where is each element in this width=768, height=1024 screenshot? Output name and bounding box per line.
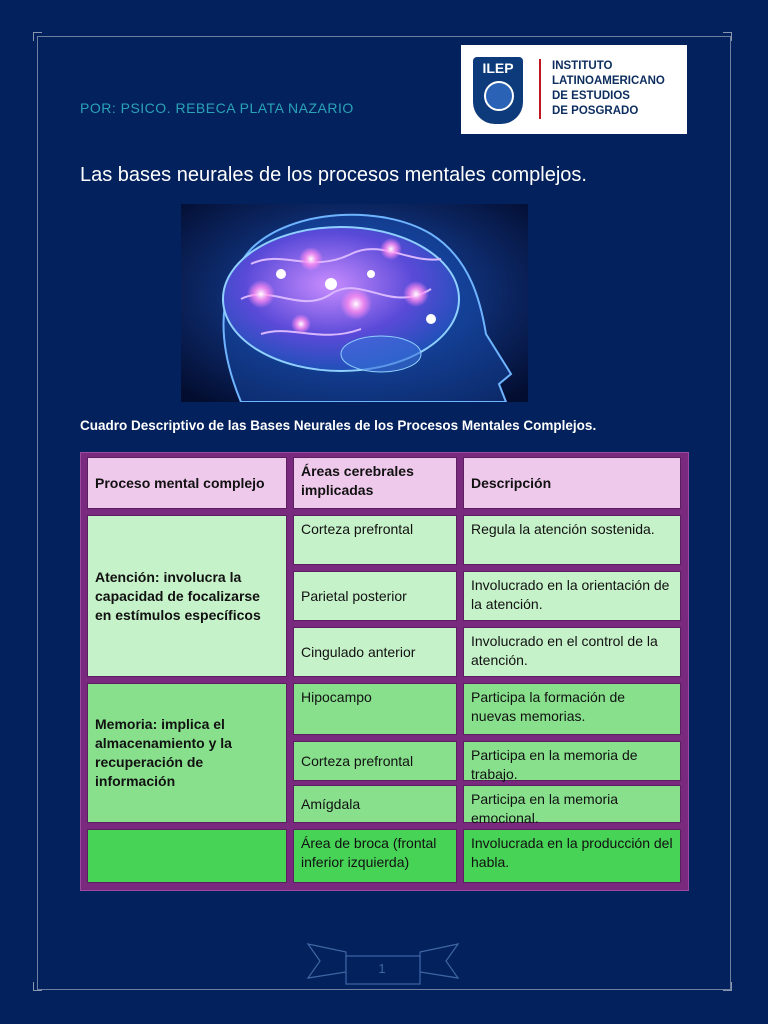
document-title: Las bases neurales de los procesos mentales complejos. bbox=[80, 164, 587, 186]
process-cell: Atención: involucra la capacidad de focalizarse en estímulos específicos bbox=[87, 515, 287, 677]
description-cell: Involucrada en la producción del habla. bbox=[463, 829, 681, 883]
table-header-cell: Proceso mental complejo bbox=[87, 457, 287, 509]
logo-abbrev: ILEP bbox=[482, 60, 514, 76]
logo-divider bbox=[539, 59, 541, 119]
description-cell: Participa la formación de nuevas memorias. bbox=[463, 683, 681, 735]
description-cell: Participa en la memoria emocional. bbox=[463, 785, 681, 823]
frame-corner-ornament bbox=[723, 982, 732, 991]
table-header-cell: Áreas cerebrales implicadas bbox=[293, 457, 457, 509]
logo-line: LATINOAMERICANO bbox=[552, 75, 665, 87]
frame-corner-ornament bbox=[723, 32, 732, 41]
area-cell: Área de broca (frontal inferior izquierda) bbox=[293, 829, 457, 883]
area-cell: Corteza prefrontal bbox=[293, 515, 457, 565]
description-cell: Participa en la memoria de trabajo. bbox=[463, 741, 681, 781]
logo-line: DE ESTUDIOS bbox=[552, 90, 630, 102]
neural-bases-table bbox=[80, 452, 689, 891]
shield-icon bbox=[473, 57, 523, 124]
area-cell: Hipocampo bbox=[293, 683, 457, 735]
description-cell: Regula la atención sostenida. bbox=[463, 515, 681, 565]
area-cell: Cingulado anterior bbox=[293, 627, 457, 677]
page-number: 1 bbox=[378, 961, 386, 976]
description-cell: Involucrado en el control de la atención. bbox=[463, 627, 681, 677]
logo-line: DE POSGRADO bbox=[552, 105, 639, 117]
logo-line: INSTITUTO bbox=[552, 60, 613, 72]
table-caption: Cuadro Descriptivo de las Bases Neurales de los Procesos Mentales Complejos. bbox=[80, 418, 597, 433]
process-cell: Memoria: implica el almacenamiento y la recuperación de información bbox=[87, 683, 287, 823]
institute-logo bbox=[461, 45, 687, 134]
author-line: POR: PSICO. REBECA PLATA NAZARIO bbox=[80, 100, 354, 116]
brain-illustration bbox=[181, 204, 528, 402]
description-cell: Involucrado en la orientación de la atención. bbox=[463, 571, 681, 621]
area-cell: Amígdala bbox=[293, 785, 457, 823]
area-cell: Parietal posterior bbox=[293, 571, 457, 621]
process-cell bbox=[87, 829, 287, 883]
area-cell: Corteza prefrontal bbox=[293, 741, 457, 781]
frame-corner-ornament bbox=[33, 982, 42, 991]
globe-icon bbox=[484, 81, 514, 111]
frame-corner-ornament bbox=[33, 32, 42, 41]
table-header-cell: Descripción bbox=[463, 457, 681, 509]
logo-text bbox=[552, 59, 682, 119]
